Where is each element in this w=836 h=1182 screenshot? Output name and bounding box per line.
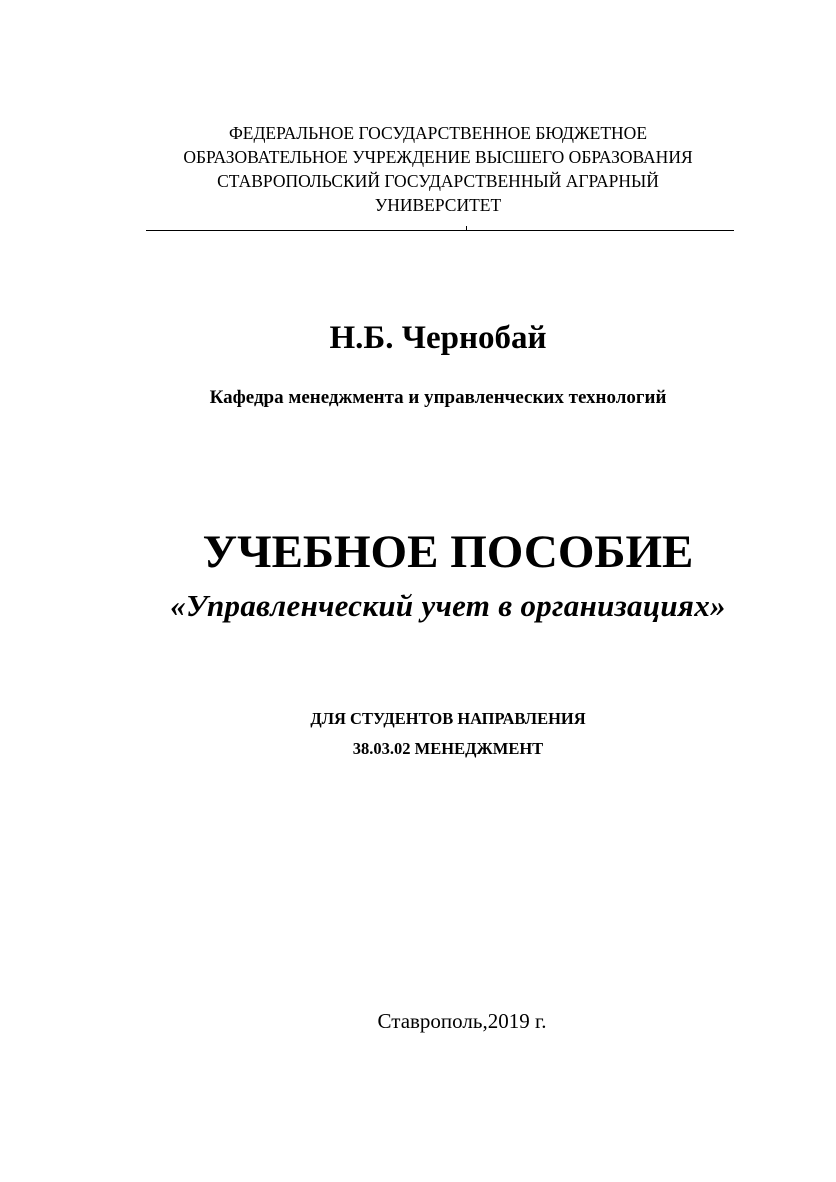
audience-line-1: ДЛЯ СТУДЕНТОВ НАПРАВЛЕНИЯ	[310, 709, 586, 728]
institution-header	[100, 121, 776, 217]
document-type: УЧЕБНОЕ ПОСОБИЕ	[202, 526, 694, 578]
department-name: Кафедра менеджмента и управленческих технологий	[209, 387, 667, 408]
institution-line-1: ФЕДЕРАЛЬНОЕ ГОСУДАРСТВЕННОЕ БЮДЖЕТНОЕ	[228, 123, 648, 143]
document-title: «Управленческий учет в организациях»	[170, 588, 726, 623]
author-name: Н.Б. Чернобай	[329, 320, 547, 356]
target-audience	[0, 704, 836, 764]
institution-line-3: СТАВРОПОЛЬСКИЙ ГОСУДАРСТВЕННЫЙ АГРАРНЫЙ	[217, 171, 659, 191]
place-and-year: Ставрополь,2019 г.	[377, 1009, 547, 1033]
institution-line-2: ОБРАЗОВАТЕЛЬНОЕ УЧРЕЖДЕНИЕ ВЫСШЕГО ОБРАЗОВАНИЯ	[183, 147, 693, 167]
header-divider-mark	[466, 226, 467, 231]
header-divider	[146, 230, 734, 231]
institution-line-4: УНИВЕРСИТЕТ	[374, 195, 502, 215]
audience-line-2: 38.03.02 МЕНЕДЖМЕНТ	[352, 739, 544, 758]
